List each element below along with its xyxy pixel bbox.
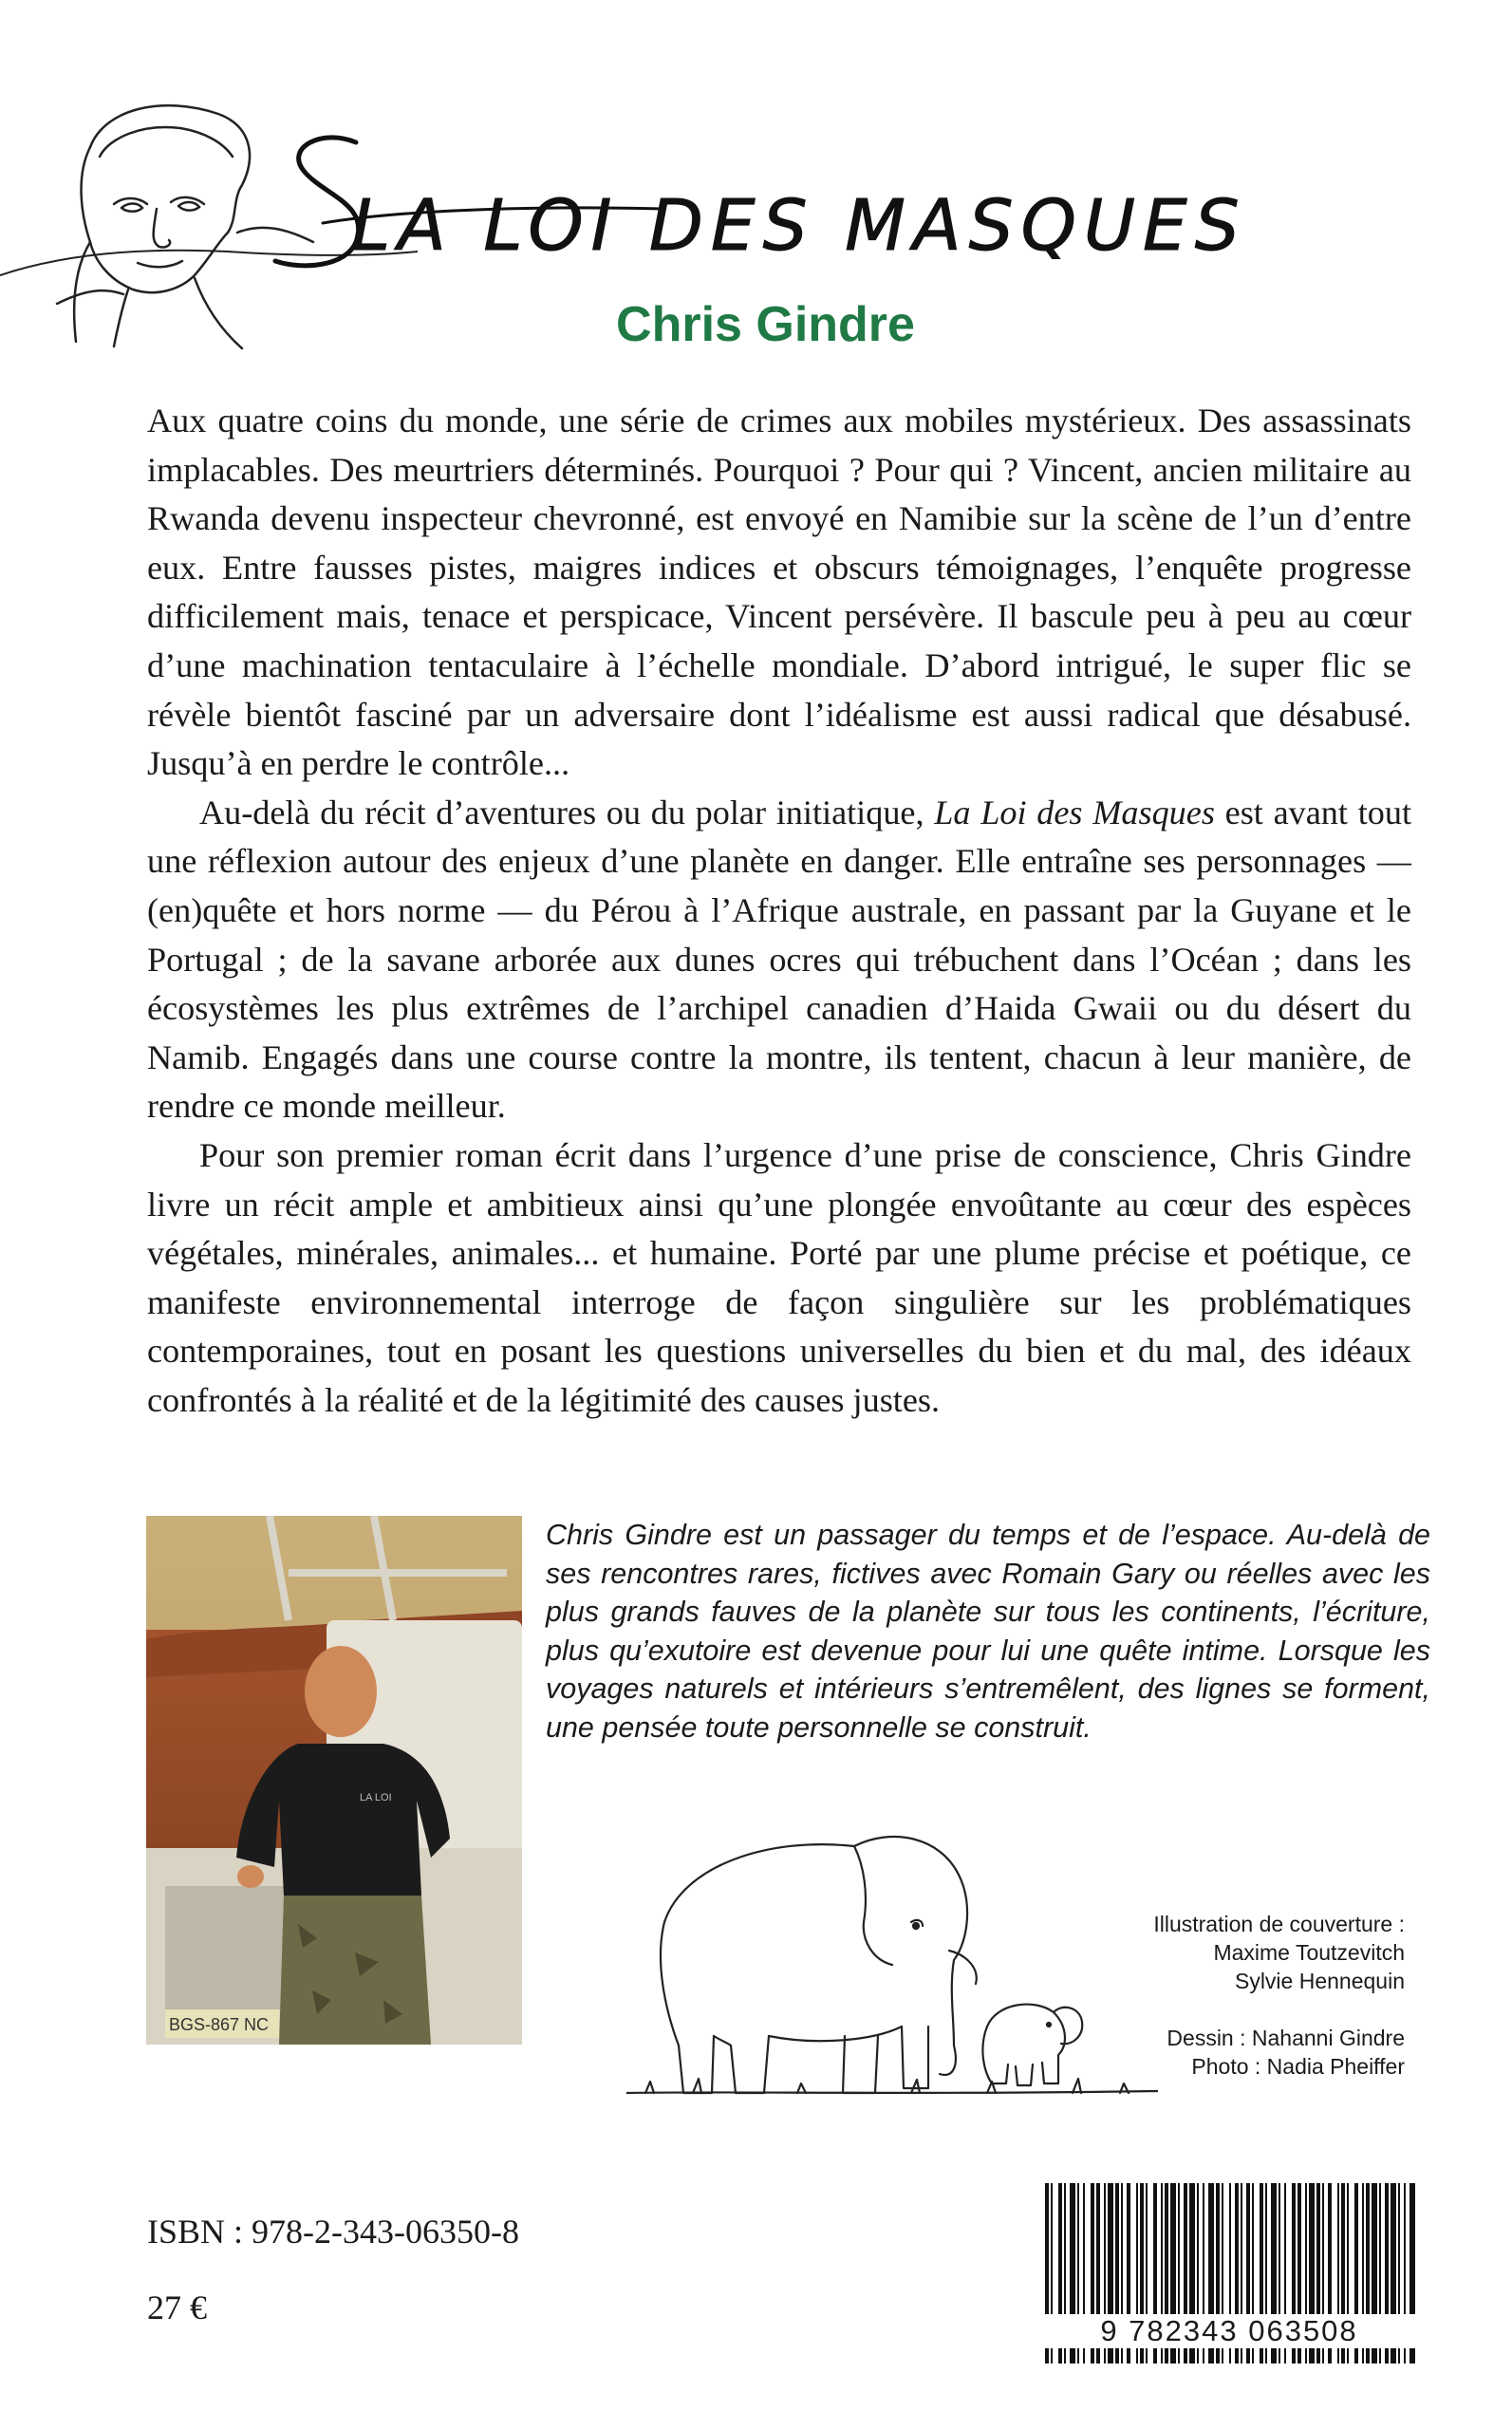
photo-shirt-logo: LA LOI xyxy=(360,1792,392,1803)
credits-cover-name-1: Maxime Toutzevitch xyxy=(1213,1940,1405,1965)
photo-license-plate: BGS-867 NC xyxy=(169,2015,270,2034)
elephant-drawing xyxy=(626,1808,1158,2131)
synopsis xyxy=(147,397,1411,1425)
credits-drawing: Dessin : Nahanni Gindre xyxy=(1167,2026,1405,2050)
credits-cover-label: Illustration de couverture : xyxy=(1153,1912,1405,1936)
synopsis-paragraph-2 xyxy=(147,789,1411,1131)
isbn: ISBN : 978-2-343-06350-8 xyxy=(147,2213,519,2251)
credits-photo: Photo : Nadia Pheiffer xyxy=(1191,2054,1405,2079)
credits xyxy=(1120,1910,1405,2081)
author-name-text: Chris Gindre xyxy=(616,297,915,352)
author-photo xyxy=(146,1516,522,2045)
book-title xyxy=(266,128,1329,304)
synopsis-p2-rest: est avant tout une réflexion autour des enjeux d’une planète en danger. Elle entraîne ses personnages — (en)quête et hors norme — du Pérou à l’Afrique australe, en passant par la Guyane et le Portugal ; de la savane arborée aux dunes ocres qui trébuchent dans l’Océan ; dans les écosystèmes les plus extrêmes de l’archipel canadien d’Haida Gwaii ou du désert du Namib. Engagés dans une course contre la montre, ils tentent, chacun à leur manière, de rendre ce monde meilleur. xyxy=(147,793,1411,1126)
synopsis-p2-title: La Loi des Masques xyxy=(934,793,1215,831)
author-bio: Chris Gindre est un passager du temps et de l’espace. Au-delà de ses rencontres rares, fictives avec Romain Gary ou réelles avec les plus grands fauves de la planète sur tous les continents, l’écriture, plus qu’exutoire est devenue pour lui une quête intime. Lorsque les voyages naturels et intérieurs s’entremêlent, des lignes se forment, une pensée toute personnelle se construit. xyxy=(546,1519,1430,1744)
credits-cover-name-2: Sylvie Hennequin xyxy=(1234,1969,1405,1993)
price: 27 € xyxy=(147,2289,207,2326)
book-title-text: LA LOI DES MASQUES xyxy=(351,185,1247,267)
author-name xyxy=(0,296,1512,353)
barcode-digits: 9 782343 063508 xyxy=(1030,2314,1428,2348)
synopsis-paragraph-1: Aux quatre coins du monde, une série de crimes aux mobiles mystérieux. Des assassinats implacables. Des meurtriers déterminés. Pourquoi ? Pour qui ? Vincent, ancien militaire au Rwanda devenu inspecteur chevronné, est envoyé en Namibie sur la scène de l’un d’entre eux. Entre fausses pistes, maigres indices et obscurs témoignages, l’enquête progresse difficilement mais, tenace et perspicace, Vincent persévère. Il bascule peu à peu au cœur d’une machination tentaculaire à l’échelle mondiale. D’abord intrigué, le super flic se révèle bientôt fasciné par un adversaire dont l’idéalisme est aussi radical que désabusé. Jusqu’à en perdre le contrôle... xyxy=(147,402,1411,783)
synopsis-p2-start: Au-delà du récit d’aventures ou du polar initiatique, xyxy=(199,793,935,831)
synopsis-paragraph-3: Pour son premier roman écrit dans l’urgence d’une prise de conscience, Chris Gindre livre un récit ample et ambitieux ainsi qu’une plongée envoûtante au cœur des espèces végétales, minérales, animales... et humaine. Porté par une plume précise et poétique, ce manifeste environnemental interroge de façon singulière sur les problématiques contemporaines, tout en posant les questions universelles du bien et du mal, des idéaux confrontés à la réalité et de la légitimité des causes justes. xyxy=(147,1135,1411,1419)
